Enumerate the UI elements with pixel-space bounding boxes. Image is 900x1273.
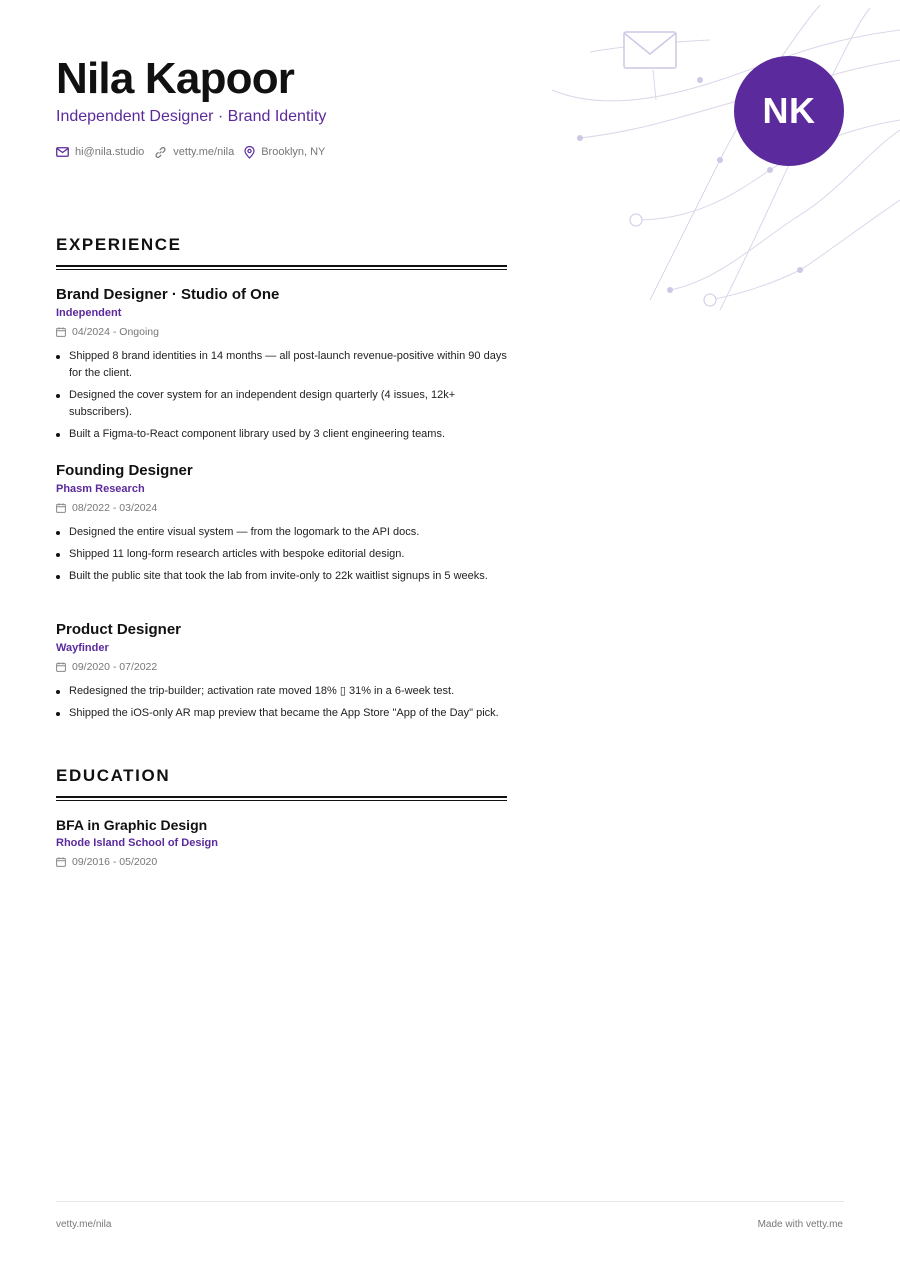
job-title: Founding Designer	[56, 462, 193, 479]
bullet-item: Shipped the iOS-only AR map preview that became the App Store "App of the Day" pick.	[56, 705, 507, 722]
bullet-item: Designed the cover system for an independent design quarterly (4 issues, 12k+ subscribers).	[56, 387, 507, 421]
section-divider	[56, 265, 507, 270]
bullet-item: Built a Figma-to-React component library used by 3 client engineering teams.	[56, 426, 507, 443]
job-bullets	[56, 683, 507, 722]
job-dates-text: 09/2020 - 07/2022	[72, 661, 158, 673]
candidate-name: Nila Kapoor	[56, 54, 295, 103]
headline: Independent Designer · Brand Identity	[56, 108, 327, 125]
job-dates	[56, 660, 507, 674]
job-entry	[56, 620, 507, 727]
contact-location	[244, 146, 325, 159]
experience-section-header	[56, 234, 507, 270]
section-title: EXPERIENCE	[56, 235, 182, 254]
education-dates	[56, 855, 507, 869]
bullet-item: Shipped 8 brand identities in 14 months — all post-launch revenue-positive within 90 days for the client.	[56, 348, 507, 382]
bullet-item: Shipped 11 long-form research articles with bespoke editorial design.	[56, 546, 507, 563]
location-text: Brooklyn, NY	[261, 146, 326, 158]
education-dates-text: 09/2016 - 05/2020	[72, 856, 158, 868]
link-icon	[154, 146, 167, 159]
avatar	[734, 56, 844, 166]
calendar-icon	[56, 662, 66, 672]
calendar-icon	[56, 503, 66, 513]
job-title: Brand Designer · Studio of One	[56, 286, 280, 303]
job-title: Product Designer	[56, 621, 182, 638]
envelope-decoration-icon	[624, 32, 676, 68]
decorative-pattern	[540, 0, 900, 330]
section-divider	[56, 796, 507, 801]
education-entry	[56, 815, 507, 869]
job-bullets	[56, 524, 507, 585]
footer-divider	[56, 1201, 844, 1202]
job-company: Independent	[56, 307, 122, 319]
contact-website[interactable]	[154, 146, 234, 159]
calendar-icon	[56, 327, 66, 337]
job-dates-text: 04/2024 - Ongoing	[72, 326, 159, 338]
education-degree: BFA in Graphic Design	[56, 817, 208, 833]
avatar-initials: NK	[762, 90, 816, 131]
job-dates-text: 08/2022 - 03/2024	[72, 502, 158, 514]
bullet-item: Designed the entire visual system — from the logomark to the API docs.	[56, 524, 507, 541]
calendar-icon	[56, 857, 66, 867]
job-dates	[56, 325, 507, 339]
email-text: hi@nila.studio	[75, 146, 145, 158]
location-pin-icon	[244, 146, 255, 159]
job-company: Wayfinder	[56, 642, 109, 654]
footer-website-link[interactable]: vetty.me/nila	[56, 1219, 112, 1230]
job-entry	[56, 461, 507, 590]
section-title: EDUCATION	[56, 766, 171, 785]
footer-credit: Made with vetty.me	[757, 1219, 843, 1230]
job-bullets	[56, 348, 507, 443]
job-dates	[56, 501, 507, 515]
website-text: vetty.me/nila	[173, 146, 235, 158]
education-section-header	[56, 765, 507, 801]
contact-email[interactable]	[56, 146, 144, 158]
mail-icon	[56, 147, 69, 157]
contact-bar	[56, 144, 335, 160]
job-company: Phasm Research	[56, 483, 145, 495]
bullet-item: Built the public site that took the lab from invite-only to 22k waitlist signups in 5 weeks.	[56, 568, 507, 585]
education-school: Rhode Island School of Design	[56, 837, 218, 849]
job-entry	[56, 285, 507, 448]
bullet-item: Redesigned the trip-builder; activation rate moved 18% ▯ 31% in a 6-week test.	[56, 683, 507, 700]
